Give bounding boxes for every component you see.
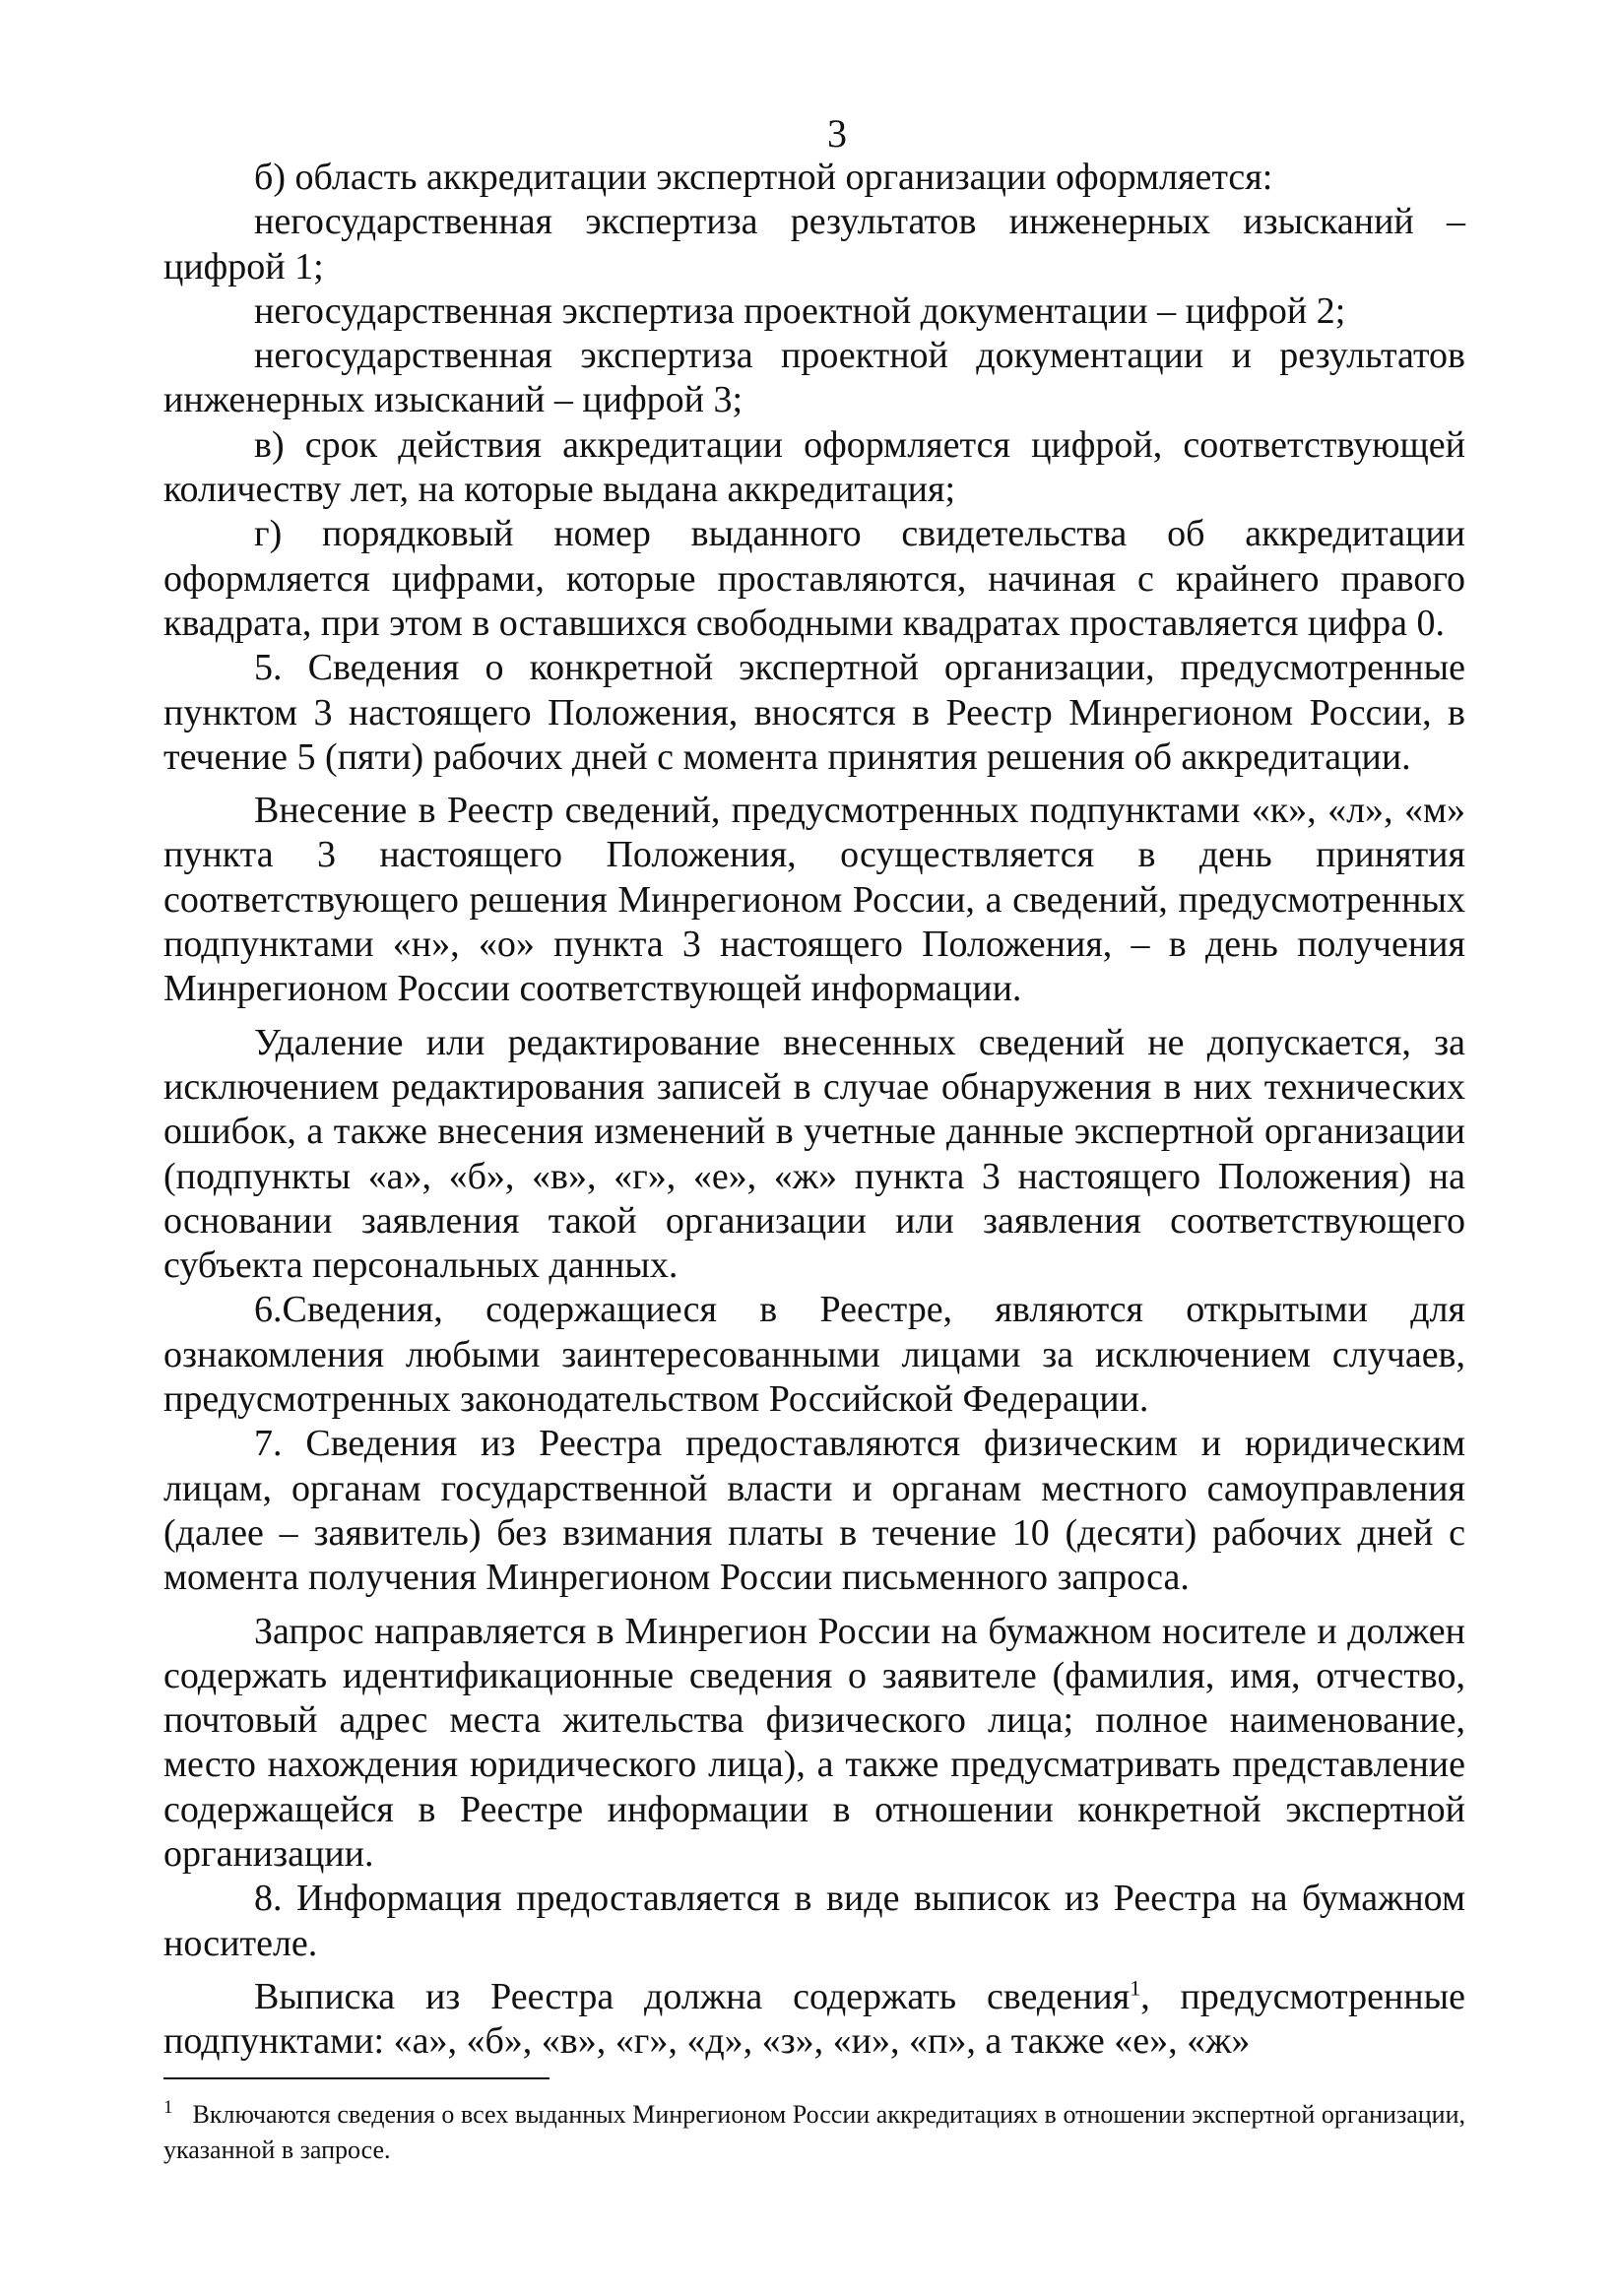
footnote: 1 Включаются сведения о всех выданных Минрегионом России аккредитациях в отношении экспертной организации, указанной в запросе. — [163, 2097, 1465, 2164]
paragraph-5-entry-details: Внесение в Реестр сведений, предусмотренных подпунктами «к», «л», «м» пункта 3 настоящего Положения, осуществляется в день принятия соответствующего решения Минрегионом России, а сведений, предусмотренных подпунктами «н», «о» пункта 3 настоящего Положения, – в день получения Минрегионом России соответствующей информации. — [163, 790, 1465, 1010]
paragraph-scope-design-and-surveys: негосударственная экспертиза проектной документации и результатов инженерных изысканий – цифрой 3; — [163, 335, 1465, 421]
paragraph-5-editing: Удаление или редактирование внесенных сведений не допускается, за исключением редактирования записей в случае обнаружения в них технических ошибок, а также внесения изменений в учетные данные экспертной организации (подпункты «а», «б», «в», «г», «е», «ж» пункта 3 настоящего Положения) на основании заявления такой организации или заявления соответствующего субъекта персональных данных. — [163, 1021, 1465, 1287]
paragraph-scope-surveys: негосударственная экспертиза результатов инженерных изысканий – цифрой 1; — [163, 201, 1465, 287]
footnote-text: Включаются сведения о всех выданных Минрегионом России аккредитациях в отношении экспертной организации, указанной в запросе. — [163, 2100, 1465, 2164]
paragraph-g-serial-number: г) порядковый номер выданного свидетельства об аккредитации оформляется цифрами, которые проставляются, начиная с крайнего правого квадрата, при этом в оставшихся свободными квадратах проставляется цифра 0. — [163, 513, 1465, 644]
paragraph-v-term: в) срок действия аккредитации оформляется цифрой, соответствующей количеству лет, на которые выдана аккредитация; — [163, 423, 1465, 511]
paragraph-7-request: Запрос направляется в Минрегион России на бумажном носителе и должен содержать идентификационные сведения о заявителе (фамилия, имя, отчество, почтовый адрес места жительства физического лица; полное наименование, место нахождения юридического лица), а также предусматривать представление содержащейся в Реестре информации в отношении конкретной экспертной организации. — [163, 1610, 1465, 1875]
paragraph-8-extract-contents — [163, 1975, 1465, 2065]
page-number: 3 — [827, 111, 847, 156]
footnote-separator — [163, 2077, 550, 2079]
body-text — [163, 156, 1465, 2064]
paragraph-6-open-access: 6.Сведения, содержащиеся в Реестре, являются открытыми для ознакомления любыми заинтересованными лицами за исключением случаев, предусмотренных законодательством Российской Федерации. — [163, 1289, 1465, 1421]
extract-text-start: Выписка из Реестра должна содержать сведения — [254, 1975, 1131, 2017]
paragraph-8-extracts: 8. Информация предоставляется в виде выписок из Реестра на бумажном носителе. — [163, 1878, 1465, 1964]
extract-text-end: , предусмотренные подпунктами: «а», «б», «в», «г», «д», «з», «и», «п», а также «е», «ж» — [163, 1975, 1466, 2063]
paragraph-b-scope: б) область аккредитации экспертной организации оформляется: — [254, 157, 1273, 198]
paragraph-5-registry-entry: 5. Сведения о конкретной экспертной организации, предусмотренные пунктом 3 настоящего Положения, вносятся в Реестр Минрегионом России, в течение 5 (пяти) рабочих дней с момента принятия решения об аккредитации. — [163, 647, 1465, 778]
paragraph-scope-design: негосударственная экспертиза проектной документации – цифрой 2; — [254, 289, 1346, 332]
footnote-reference: 1 — [1130, 1975, 1141, 2001]
paragraph-7-provision: 7. Сведения из Реестра предоставляются физическим и юридическим лицам, органам государственной власти и органам местного самоуправления (далее – заявитель) без взимания платы в течение 10 (десяти) рабочих дней с момента получения Минрегионом России письменного запроса. — [163, 1423, 1465, 1599]
